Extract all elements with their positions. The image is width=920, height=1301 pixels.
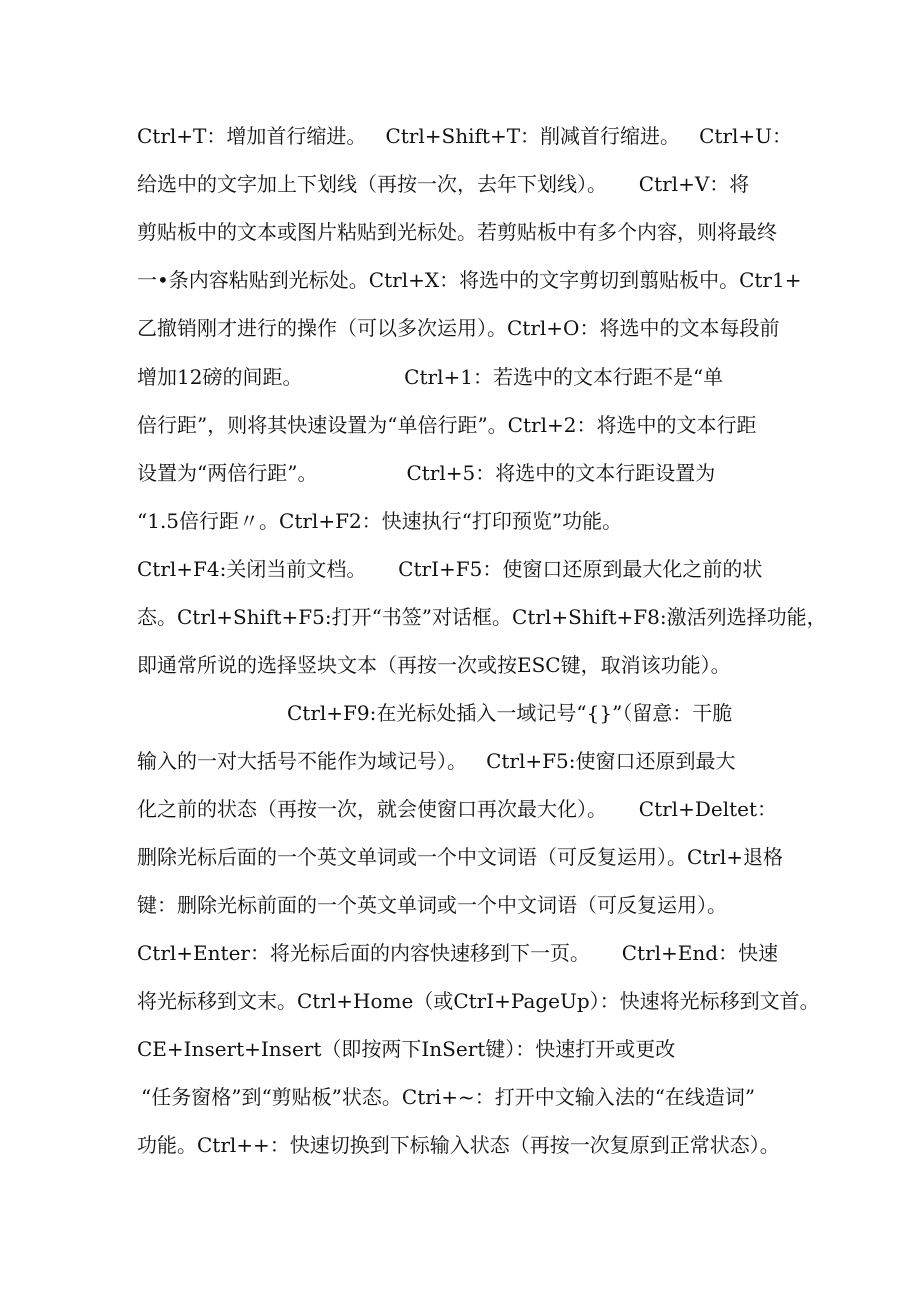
- text-line: Ctrl+Enter：将光标后面的内容快速移到下一页。 Ctrl+End：快速: [137, 941, 779, 965]
- text-line: 功能。Ctrl++：快速切换到下标输入状态（再按一次复原到正常状态）。: [137, 1133, 780, 1157]
- text-line: Ctrl+F9:在光标处插入一域记号“{}”（留意：干脆: [287, 701, 733, 725]
- text-line: 剪贴板中的文本或图片粘贴到光标处。若剪贴板中有多个内容，则将最终: [137, 220, 777, 244]
- text-line: 输入的一对大括号不能作为域记号）。 Ctrl+F5:使窗口还原到最大: [137, 749, 736, 773]
- text-line: 乙撤销刚才进行的操作（可以多次运用）。Ctrl+O：将选中的文本每段前: [137, 316, 780, 340]
- text-line: “1.5倍行距〃。Ctrl+F2：快速执行“打印预览”功能。: [137, 509, 623, 533]
- text-line: 化之前的状态（再按一次，就会使窗口再次最大化）。 Ctrl+Deltet：: [137, 797, 778, 821]
- text-line: 倍行距”，则将其快速设置为“单倍行距”。Ctrl+2：将选中的文本行距: [137, 413, 757, 437]
- text-line: CE+Insert+Insert（即按两下InSert键）：快速打开或更改: [137, 1037, 676, 1061]
- text-line: 一•条内容粘贴到光标处。Ctrl+X：将选中的文字剪切到翦贴板中。Ctr1+: [137, 268, 802, 292]
- text-line: 键：删除光标前面的一个英文单词或一个中文词语（可反复运用）。: [137, 893, 727, 917]
- text-line: 即通常所说的选择竖块文本（再按一次或按ESC键，取消该功能）。: [137, 653, 731, 677]
- text-line: 设置为“两倍行距”。 Ctrl+5：将选中的文本行距设置为: [137, 461, 716, 485]
- text-line: 删除光标后面的一个英文单词或一个中文词语（可反复运用）。Ctrl+退格: [137, 845, 784, 869]
- text-line: Ctrl+F4:关闭当前文档。 CtrI+F5：使窗口还原到最大化之前的状: [137, 557, 763, 581]
- text-line: 将光标移到文末。Ctrl+Home（或CtrI+PageUp）：快速将光标移到文首。: [137, 989, 820, 1013]
- text-line: 增加12磅的间距。 Ctrl+1：若选中的文本行距不是“单: [137, 365, 724, 389]
- text-line: 态。Ctrl+Shift+F5:打开“书签”对话框。Ctrl+Shift+F8:激活列选择功能，: [137, 605, 827, 629]
- text-line: Ctrl+T：增加首行缩进。 Ctrl+Shift+T：削减首行缩进。 Ctrl+U：: [137, 124, 793, 148]
- text-line: 给选中的文字加上下划线（再按一次，去年下划线）。 Ctrl+V：将: [137, 172, 750, 196]
- text-line: “任务窗格”到“剪贴板”状态。Ctri+~：打开中文输入法的“在线造词”: [141, 1085, 756, 1109]
